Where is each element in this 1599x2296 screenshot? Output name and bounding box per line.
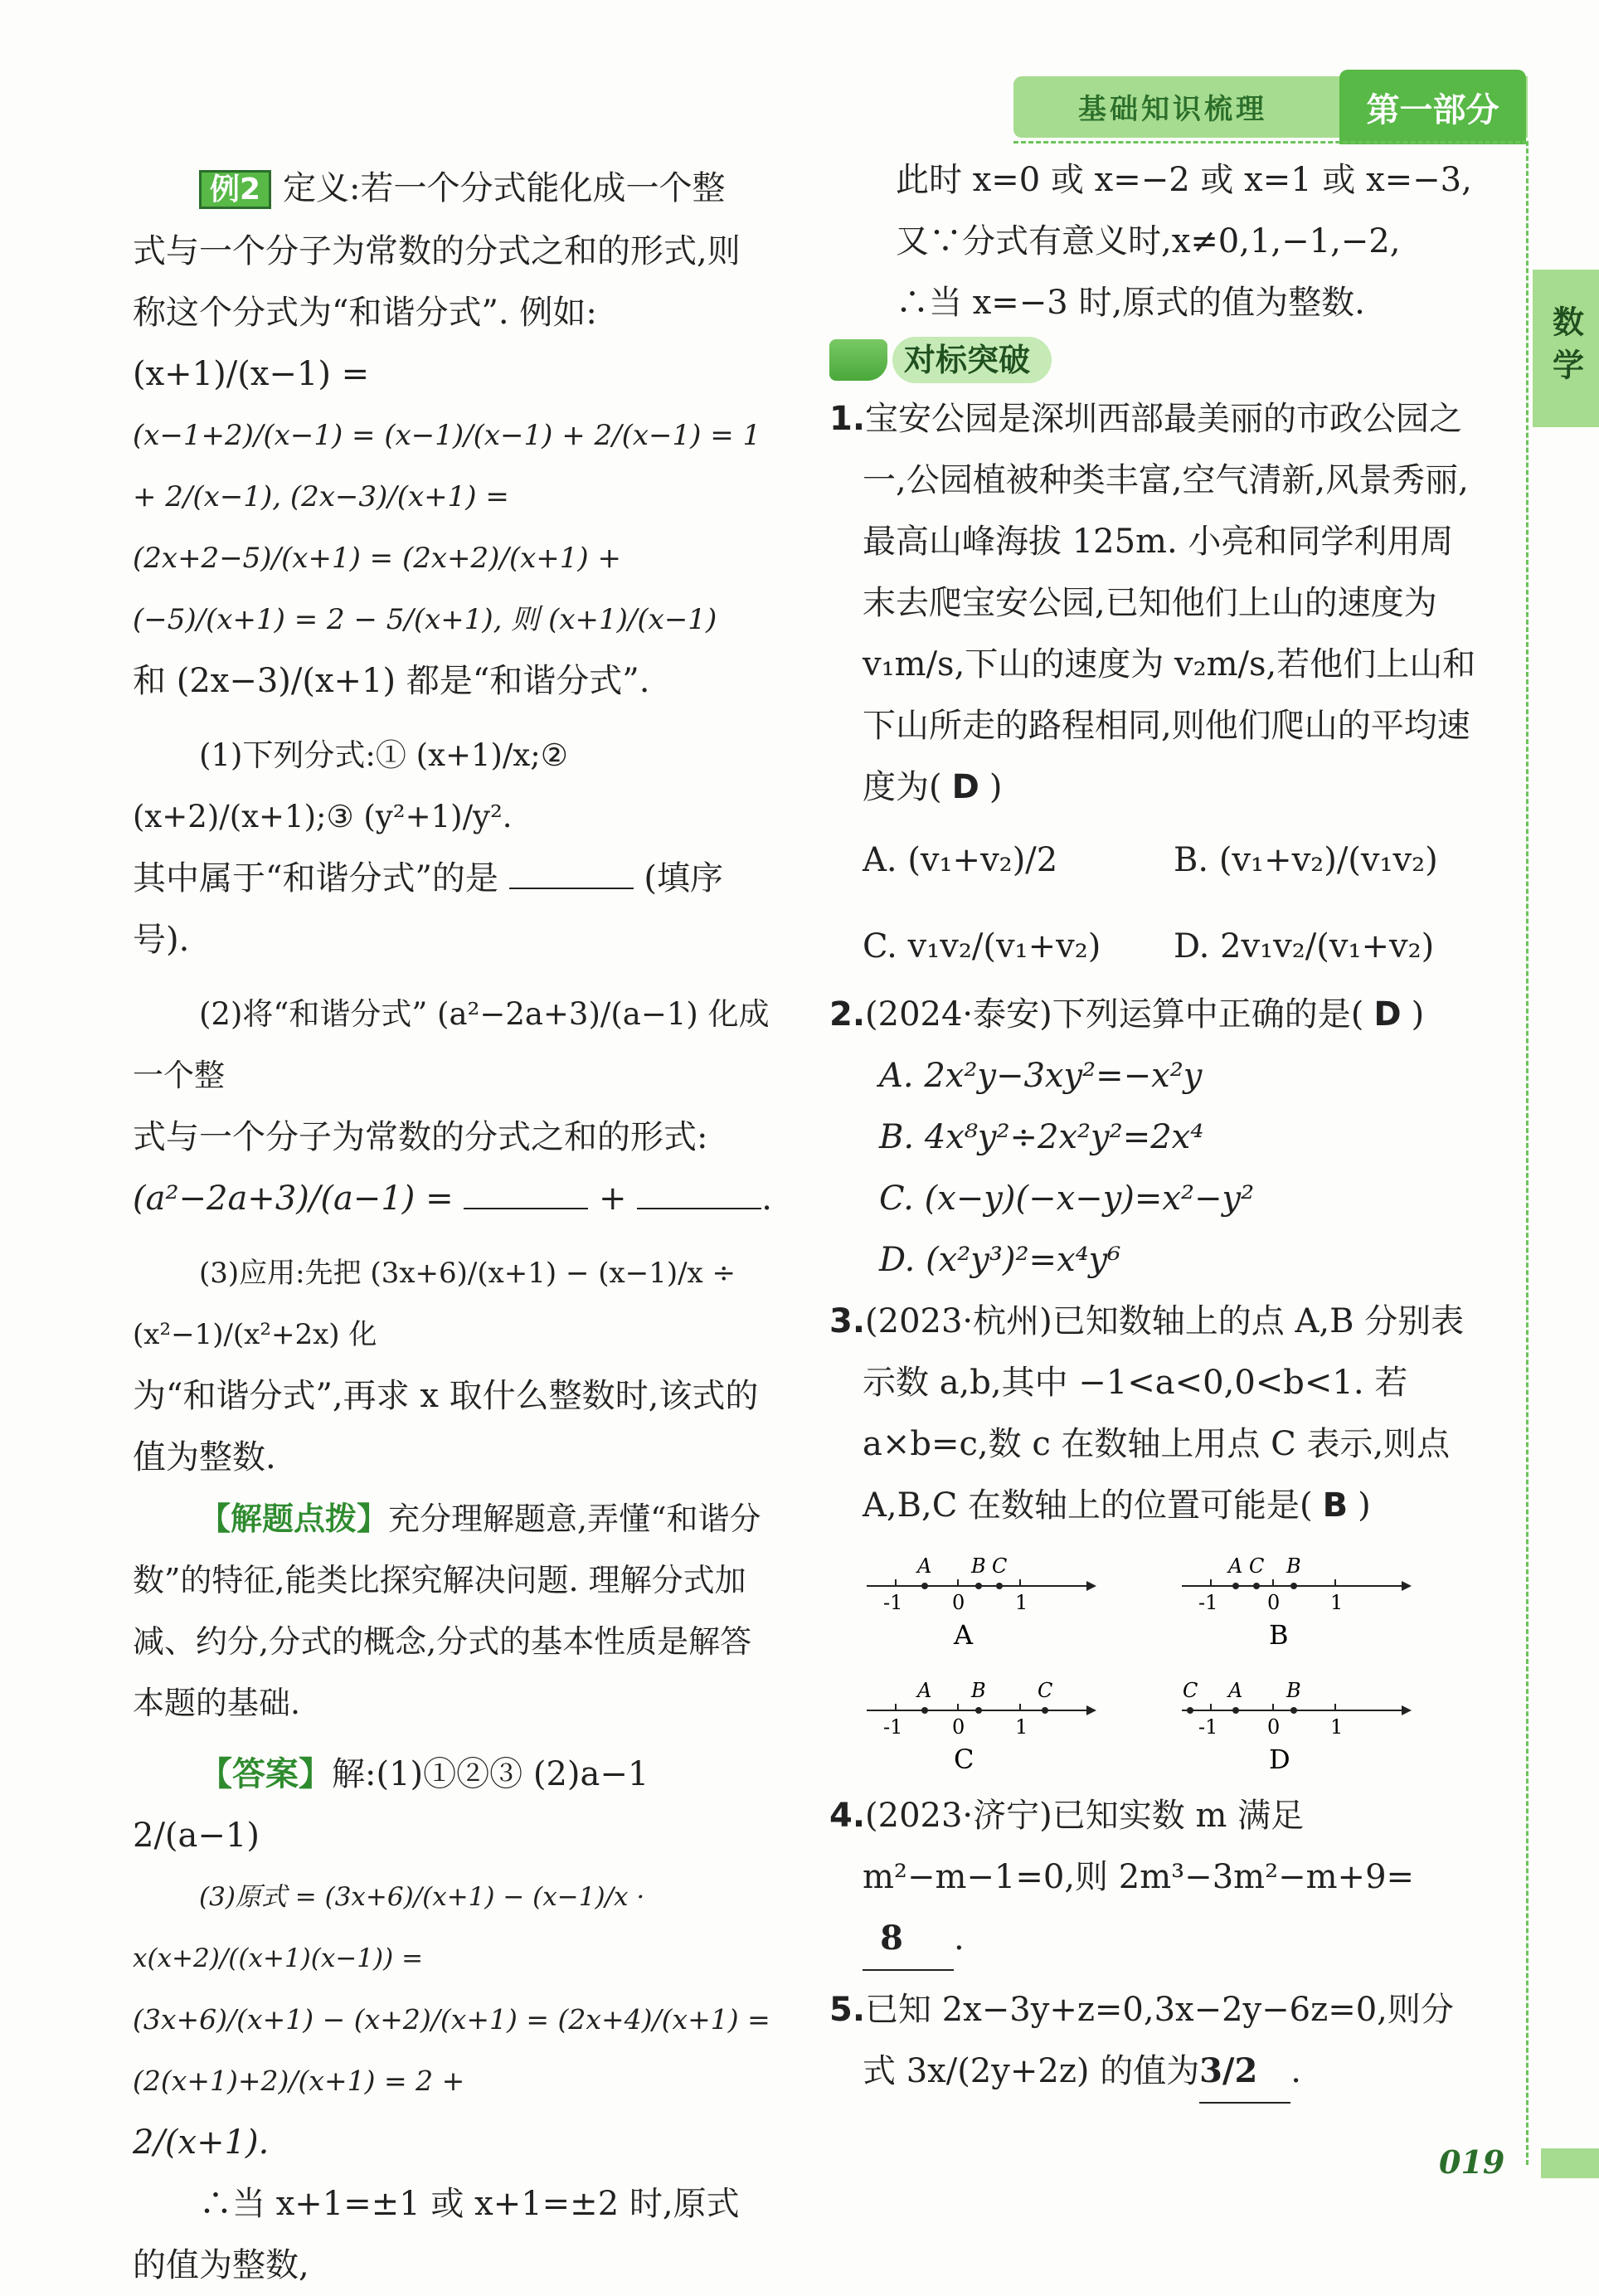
question-number: 2. bbox=[829, 995, 866, 1034]
question-answer[interactable]: 3/2 bbox=[1199, 2041, 1290, 2104]
tick-label: -1 bbox=[883, 1715, 903, 1739]
tick-label: -1 bbox=[883, 1591, 903, 1614]
question-number: 4. bbox=[829, 1797, 866, 1835]
definition-line-6: 和 (2x−3)/(x+1) 都是“和谐分式”. bbox=[133, 662, 650, 700]
question-2c-text: (a²−2a+3)/(a−1) = bbox=[133, 1180, 454, 1218]
option-a[interactable]: A. (v₁+v₂)/2 bbox=[863, 841, 1058, 879]
tick-label: 1 bbox=[1330, 1715, 1344, 1739]
number-line-options bbox=[863, 1536, 1485, 1785]
header-part-label: 第一部分 bbox=[1339, 70, 1526, 144]
hint-text: 充分理解题意,弄懂“和谐分数”的特征,能类比探究解决问题. 理解分式加减、约分,分式的概念,分式的基本性质是解答本题的基础. bbox=[133, 1501, 761, 1721]
point-label: C bbox=[992, 1554, 1008, 1578]
tick-label: 0 bbox=[952, 1591, 965, 1614]
question-text: 宝安公园是深圳西部最美丽的市政公园之一,公园植被种类丰富,空气清新,风景秀丽,最高山峰海拔 125m. 小亮和同学利用周末去爬宝安公园,已知他们上山的速度为 v₁m/s,下山的速度为 v₂m/s,若他们上山和下山所走的路程相同,则他们爬山的平均速度为( bbox=[863, 400, 1476, 806]
books-icon bbox=[829, 339, 887, 381]
point-label: A bbox=[917, 1679, 932, 1702]
definition-line-4: (x−1+2)/(x−1) = (x−1)/(x−1) + 2/(x−1) = 1 + 2/(x−1), (2x−3)/(x+1) = bbox=[133, 419, 761, 513]
page-number-bar bbox=[1541, 2148, 1599, 2178]
question-text: 已知 2x−3y+z=0,3x−2y−6z=0,则分式 3x/(2y+2z) 的值为 bbox=[863, 1991, 1454, 2090]
point-label: A bbox=[917, 1554, 932, 1578]
question-3c-text: 值为整数. bbox=[133, 1438, 276, 1476]
point-label: C bbox=[1249, 1554, 1265, 1578]
number-line-label: A bbox=[954, 1619, 974, 1651]
answer-line-3: (3x+6)/(x+1) − (x+2)/(x+1) = (2x+4)/(x+1) = (2(x+1)+2)/(x+1) = 2 + bbox=[133, 2003, 770, 2097]
point-label: C bbox=[1038, 1679, 1053, 1702]
point-label: A bbox=[1228, 1679, 1243, 1702]
question-item-5 bbox=[829, 1979, 1485, 2104]
option-d[interactable]: D. 2v₁v₂/(v₁+v₂) bbox=[1174, 927, 1435, 966]
question-close: . bbox=[954, 1919, 965, 1958]
question-2-text: (2)将“和谐分式” (a²−2a+3)/(a−1) 化成一个整 bbox=[133, 996, 770, 1093]
tick-label: 1 bbox=[1015, 1591, 1028, 1614]
question-1b-text: 其中属于“和谐分式”的是 bbox=[133, 859, 498, 897]
section-title: 对标突破 bbox=[892, 337, 1052, 383]
question-answer: D bbox=[951, 768, 979, 806]
question-close: ) bbox=[1358, 1486, 1371, 1525]
point-label: B bbox=[971, 1554, 986, 1578]
options-row-2 bbox=[863, 916, 1485, 977]
number-line-d[interactable] bbox=[1178, 1661, 1493, 1785]
continuation-line-2: 又∵分式有意义时,x≠0,1,−1,−2, bbox=[896, 222, 1401, 260]
question-item-3 bbox=[829, 1291, 1485, 1536]
definition-line-5: (2x+2−5)/(x+1) = (2x+2)/(x+1) + (−5)/(x+1) = 2 − 5/(x+1), 则 (x+1)/(x−1) bbox=[133, 542, 717, 636]
continuation-line-1: 此时 x=0 或 x=−2 或 x=1 或 x=−3, bbox=[896, 161, 1472, 199]
question-close: ) bbox=[989, 768, 1003, 806]
number-line-label: D bbox=[1269, 1744, 1290, 1775]
definition-line-2: 式与一个分子为常数的分式之和的形式,则 bbox=[133, 232, 741, 270]
number-line-label: B bbox=[1269, 1619, 1289, 1651]
example-tag: 例2 bbox=[199, 170, 271, 209]
option-c[interactable]: C. (x−y)(−x−y)=x²−y² bbox=[879, 1180, 1255, 1218]
tick-label: 0 bbox=[952, 1715, 965, 1739]
tick-label: -1 bbox=[1198, 1715, 1218, 1739]
left-column: 例2 定义:若一个分式能化成一个整 式与一个分子为常数的分式之和的形式,则 称这个分式为“和谐分式”. 例如: (x+1)/(x−1) = (x−1+2)/(x−1) = (x−1)/(x−1) + 2/(x−1) = 1 + 2/(x−1), (2x−3)/(x+1) = (2x+2−5)/(x+1) = (2x+2)/(x+1) + (−5)/(x+1) = 2 − 5/(x+1), 则 (x+1)/(x−1) 和 (2x−3)/(x+1) 都是“和谐分式”. (1)下列分式:① (x+1)/x;② (x+2)/(x+1);③ (y²+1)/y². 其中属于“和谐分式”的是 (填序号). (2)将“和谐分式” (a²−2a+3)/(a−1) 化成一个整 式与一个分子为常数的分式之和的形式: (a²−2a+3)/(a−1) = + . (3)应用:先把 (3x+6)/(x+1) − (x−1)/x ÷ (x²−1)/(x²+2x) 化 为“和谐分式”,再求 x 取什么整数时,该式的 值为整数. 【解题点拨】充分理解题意,弄懂“和谐分数”的特征,能类比探究解决问题. 理解分式加减、约分,分式的概念,分式的基本性质是解答本题的基础. 【答案】解:(1)①②③ (2)a−1 2/(a−1) (3)原式 = (3x+6)/(x+1) − (x−1)/x · x(x+2)/((x+1)(x−1)) = (3x+6)/(x+1) − (x+2)/(x+1) = (2x+4)/(x+1) = (2(x+1)+2)/(x+1) = 2 + 2/(x+1). ∴当 x+1=±1 或 x+1=±2 时,原式 的值为整数, bbox=[133, 158, 780, 2296]
definition-line-1: 定义:若一个分式能化成一个整 bbox=[283, 169, 726, 207]
option-c[interactable]: C. v₁v₂/(v₁+v₂) bbox=[863, 927, 1101, 966]
question-2-blank-2[interactable] bbox=[637, 1208, 761, 1209]
point-label: A bbox=[1228, 1554, 1243, 1578]
question-number: 5. bbox=[829, 1991, 866, 2029]
tick-label: 0 bbox=[1267, 1591, 1281, 1614]
question-2b-text: 式与一个分子为常数的分式之和的形式: bbox=[133, 1118, 708, 1156]
question-2-blank-1[interactable] bbox=[464, 1208, 588, 1209]
question-text: (2023·济宁)已知实数 m 满足 m²−m−1=0,则 2m³−3m²−m+9= bbox=[863, 1797, 1415, 1896]
answer-line-4: 2/(x+1). bbox=[133, 2123, 270, 2162]
tick-label: -1 bbox=[1198, 1591, 1218, 1614]
question-close: . bbox=[1290, 2052, 1301, 2090]
answer-label: 【答案】 bbox=[199, 1755, 332, 1793]
number-line-a[interactable] bbox=[863, 1536, 1178, 1661]
question-1-blank[interactable] bbox=[509, 888, 634, 889]
question-1-text: (1)下列分式:① (x+1)/x;② (x+2)/(x+1);③ (y²+1)/y². bbox=[133, 737, 568, 834]
tick-label: 0 bbox=[1267, 1715, 1281, 1739]
continuation-line-3: ∴当 x=−3 时,原式的值为整数. bbox=[896, 284, 1365, 322]
number-line-b[interactable] bbox=[1178, 1536, 1493, 1661]
header-divider bbox=[1013, 141, 1528, 144]
question-answer: B bbox=[1322, 1486, 1349, 1525]
definition-line-3: 称这个分式为“和谐分式”. 例如: (x+1)/(x−1) = bbox=[133, 294, 597, 393]
tick-label: 1 bbox=[1015, 1715, 1028, 1739]
number-line-label: C bbox=[954, 1744, 974, 1775]
point-label: B bbox=[971, 1679, 986, 1702]
question-3-text: (3)应用:先把 (3x+6)/(x+1) − (x−1)/x ÷ (x²−1)/(x²+2x) 化 bbox=[133, 1257, 736, 1351]
right-column bbox=[829, 149, 1485, 2104]
answer-line-5: ∴当 x+1=±1 或 x+1=±2 时,原式 bbox=[199, 2185, 740, 2223]
options-row-1 bbox=[863, 829, 1485, 891]
answer-line-6: 的值为整数, bbox=[133, 2246, 309, 2284]
number-line-c[interactable] bbox=[863, 1661, 1178, 1785]
question-text: (2024·泰安)下列运算中正确的是( bbox=[865, 995, 1364, 1034]
point-label: B bbox=[1286, 1679, 1301, 1702]
question-item-2 bbox=[829, 984, 1485, 1045]
header-section-title: 基础知识梳理 bbox=[1078, 93, 1267, 126]
option-b[interactable]: B. (v₁+v₂)/(v₁v₂) bbox=[1174, 841, 1438, 879]
question-number: 1. bbox=[829, 400, 866, 438]
question-3b-text: 为“和谐分式”,再求 x 取什么整数时,该式的 bbox=[133, 1377, 759, 1415]
margin-divider bbox=[1526, 141, 1529, 2165]
subject-tab: 数学 bbox=[1533, 270, 1599, 427]
option-d[interactable]: D. (x²y³)²=x⁴y⁶ bbox=[879, 1241, 1121, 1279]
tick-label: 1 bbox=[1330, 1591, 1344, 1614]
point-label: C bbox=[1183, 1679, 1198, 1702]
section-header bbox=[829, 337, 1485, 383]
question-item-4 bbox=[829, 1785, 1485, 1971]
question-text: (2023·杭州)已知数轴上的点 A,B 分别表示数 a,b,其中 −1<a<0,0<b<1. 若 a×b=c,数 c 在数轴上用点 C 表示,则点 A,B,C 在数轴上的位置可能是( bbox=[863, 1302, 1465, 1525]
question-answer: D bbox=[1373, 995, 1402, 1034]
hint-label: 【解题点拨】 bbox=[199, 1501, 389, 1537]
question-number: 3. bbox=[829, 1302, 866, 1340]
question-answer[interactable]: 8 bbox=[863, 1908, 954, 1971]
question-close: ) bbox=[1411, 995, 1425, 1034]
point-label: B bbox=[1286, 1554, 1301, 1578]
answer-line-2: (3)原式 = (3x+6)/(x+1) − (x−1)/x · x(x+2)/((x+1)(x−1)) = bbox=[133, 1882, 645, 1973]
option-b[interactable]: B. 4x⁸y²÷2x²y²=2x⁴ bbox=[879, 1118, 1204, 1156]
page-number: 019 bbox=[1439, 2143, 1505, 2181]
question-1c-text: (填序号). bbox=[133, 859, 723, 959]
answer-line-1: 解:(1)①②③ (2)a−1 2/(a−1) bbox=[133, 1755, 649, 1855]
question-item-1 bbox=[829, 388, 1485, 818]
option-a[interactable]: A. 2x²y−3xy²=−x²y bbox=[879, 1057, 1203, 1095]
